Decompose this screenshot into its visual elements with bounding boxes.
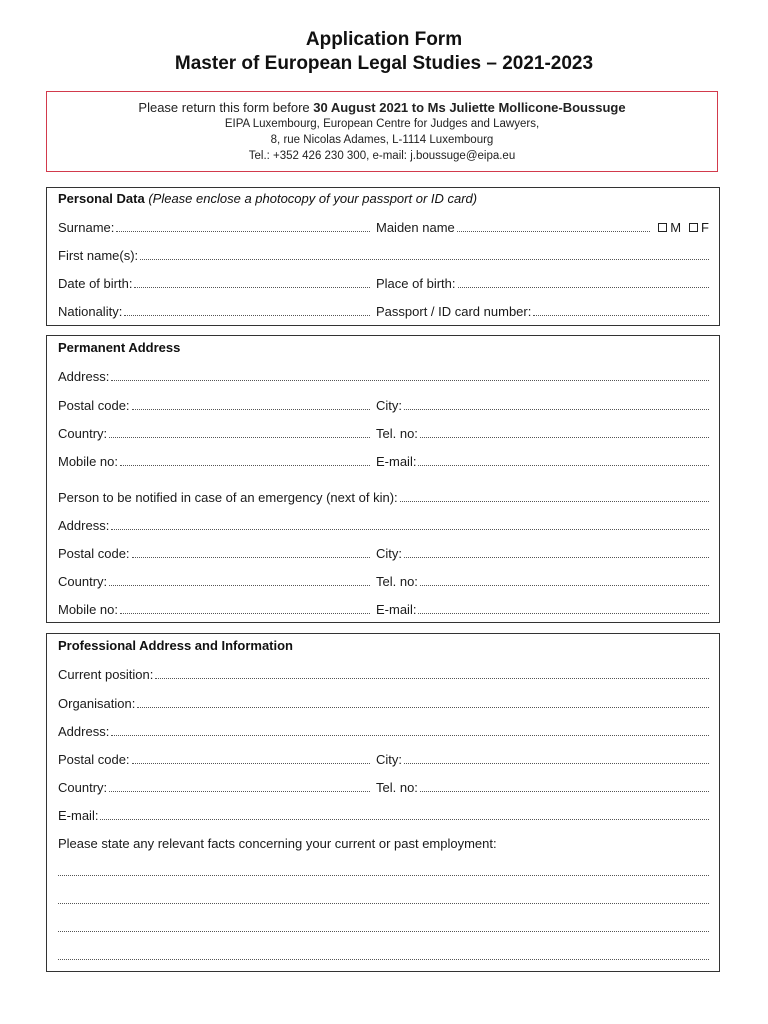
nationality-label: Nationality: [58, 304, 123, 319]
surname-line[interactable] [116, 230, 370, 232]
address-line[interactable] [111, 379, 709, 381]
prof-address-label: Address: [58, 724, 110, 739]
country-label: Country: [58, 426, 108, 441]
kin-postal-code-line[interactable] [132, 556, 370, 558]
prof-email-field[interactable] [58, 808, 709, 823]
employment-facts-label: Please state any relevant facts concerning your current or past employment: [58, 836, 497, 851]
form-subtitle: Master of European Legal Studies – 2021-2023 [174, 53, 594, 74]
form-title: Application Form [305, 29, 463, 50]
address-field[interactable] [58, 369, 709, 384]
organisation-label: Organisation: [58, 696, 136, 711]
pob-field[interactable] [376, 276, 709, 291]
female-label: F [701, 220, 709, 235]
dob-label: Date of birth: [58, 276, 133, 291]
surname-label: Surname: [58, 220, 115, 235]
kin-email-field[interactable] [376, 602, 709, 617]
tel-label: Tel. no: [376, 426, 418, 441]
kin-mobile-label: Mobile no: [58, 602, 118, 617]
kin-country-field[interactable] [58, 574, 370, 589]
current-position-label: Current position: [58, 667, 154, 682]
maiden-name-field[interactable] [376, 220, 650, 235]
nationality-field[interactable] [58, 304, 370, 319]
kin-postal-code-field[interactable] [58, 546, 370, 561]
mobile-line[interactable] [120, 464, 370, 466]
first-names-label: First name(s): [58, 248, 139, 263]
personal-data-heading [58, 191, 477, 206]
maiden-name-line[interactable] [457, 230, 650, 232]
kin-mobile-field[interactable] [58, 602, 370, 617]
employment-facts-line-1[interactable] [58, 874, 709, 876]
address-label: Address: [58, 369, 110, 384]
personal-data-section [46, 187, 720, 326]
city-line[interactable] [404, 408, 709, 410]
kin-city-label: City: [376, 546, 402, 561]
first-names-line[interactable] [140, 258, 709, 260]
employment-facts-line-3[interactable] [58, 930, 709, 932]
email-label: E-mail: [376, 454, 417, 469]
notice-prefix: Please return this form before [138, 100, 314, 115]
kin-tel-label: Tel. no: [376, 574, 418, 589]
sex-selector [650, 220, 709, 235]
kin-tel-line[interactable] [420, 584, 709, 586]
prof-address-field[interactable] [58, 724, 709, 739]
kin-mobile-line[interactable] [120, 612, 370, 614]
next-of-kin-field[interactable] [58, 490, 709, 505]
dob-field[interactable] [58, 276, 370, 291]
kin-postal-code-label: Postal code: [58, 546, 130, 561]
organisation-line[interactable] [137, 706, 709, 708]
organisation-field[interactable] [58, 696, 709, 711]
employment-facts-line-2[interactable] [58, 902, 709, 904]
kin-tel-field[interactable] [376, 574, 709, 589]
prof-city-field[interactable] [376, 752, 709, 767]
kin-email-label: E-mail: [376, 602, 417, 617]
dob-line[interactable] [134, 286, 370, 288]
tel-field[interactable] [376, 426, 709, 441]
kin-address-field[interactable] [58, 518, 709, 533]
postal-code-line[interactable] [132, 408, 370, 410]
permanent-address-section [46, 335, 720, 623]
notice-deadline-bold: 30 August 2021 to Ms Juliette Mollicone-Boussuge [313, 100, 626, 115]
male-checkbox[interactable] [658, 223, 667, 232]
maiden-name-label: Maiden name [376, 220, 455, 235]
prof-postal-code-line[interactable] [132, 762, 370, 764]
kin-country-label: Country: [58, 574, 108, 589]
prof-city-line[interactable] [404, 762, 709, 764]
prof-postal-code-label: Postal code: [58, 752, 130, 767]
prof-email-line[interactable] [100, 818, 709, 820]
passport-label: Passport / ID card number: [376, 304, 532, 319]
mobile-field[interactable] [58, 454, 370, 469]
prof-tel-line[interactable] [420, 790, 709, 792]
notice-organisation: EIPA Luxembourg, European Centre for Judges and Lawyers, [224, 118, 540, 130]
prof-postal-code-field[interactable] [58, 752, 370, 767]
kin-city-line[interactable] [404, 556, 709, 558]
prof-email-label: E-mail: [58, 808, 99, 823]
prof-country-line[interactable] [109, 790, 370, 792]
first-names-field[interactable] [58, 248, 709, 263]
permanent-address-heading: Permanent Address [58, 340, 181, 355]
notice-deadline [47, 100, 717, 116]
mobile-label: Mobile no: [58, 454, 118, 469]
prof-city-label: City: [376, 752, 402, 767]
passport-line[interactable] [533, 314, 709, 316]
return-notice [46, 91, 718, 172]
prof-tel-label: Tel. no: [376, 780, 418, 795]
prof-country-label: Country: [58, 780, 108, 795]
city-field[interactable] [376, 398, 709, 413]
surname-field[interactable] [58, 220, 370, 235]
notice-contact: Tel.: +352 426 230 300, e-mail: j.boussuge@eipa.eu [248, 150, 516, 162]
email-field[interactable] [376, 454, 709, 469]
male-label: M [670, 220, 682, 235]
city-label: City: [376, 398, 402, 413]
kin-city-field[interactable] [376, 546, 709, 561]
tel-line[interactable] [420, 436, 709, 438]
current-position-line[interactable] [155, 677, 709, 679]
professional-section [46, 633, 720, 972]
pob-label: Place of birth: [376, 276, 456, 291]
postal-code-field[interactable] [58, 398, 370, 413]
nationality-line[interactable] [124, 314, 370, 316]
kin-country-line[interactable] [109, 584, 370, 586]
next-of-kin-line[interactable] [400, 500, 709, 502]
professional-heading: Professional Address and Information [58, 638, 294, 653]
kin-email-line[interactable] [418, 612, 709, 614]
employment-facts-line-4[interactable] [58, 958, 709, 960]
country-line[interactable] [109, 436, 370, 438]
notice-street: 8, rue Nicolas Adames, L-1114 Luxembourg [270, 134, 494, 146]
kin-address-label: Address: [58, 518, 110, 533]
personal-heading-note: (Please enclose a photocopy of your passport or ID card) [148, 191, 478, 206]
next-of-kin-label: Person to be notified in case of an emergency (next of kin): [58, 490, 398, 505]
postal-code-label: Postal code: [58, 398, 130, 413]
prof-country-field[interactable] [58, 780, 370, 795]
country-field[interactable] [58, 426, 370, 441]
female-checkbox[interactable] [689, 223, 698, 232]
passport-field[interactable] [376, 304, 709, 319]
prof-tel-field[interactable] [376, 780, 709, 795]
kin-address-line[interactable] [111, 528, 709, 530]
current-position-field[interactable] [58, 667, 709, 682]
pob-line[interactable] [458, 286, 710, 288]
prof-address-line[interactable] [111, 734, 709, 736]
email-line[interactable] [418, 464, 709, 466]
personal-heading-text: Personal Data [58, 191, 145, 206]
